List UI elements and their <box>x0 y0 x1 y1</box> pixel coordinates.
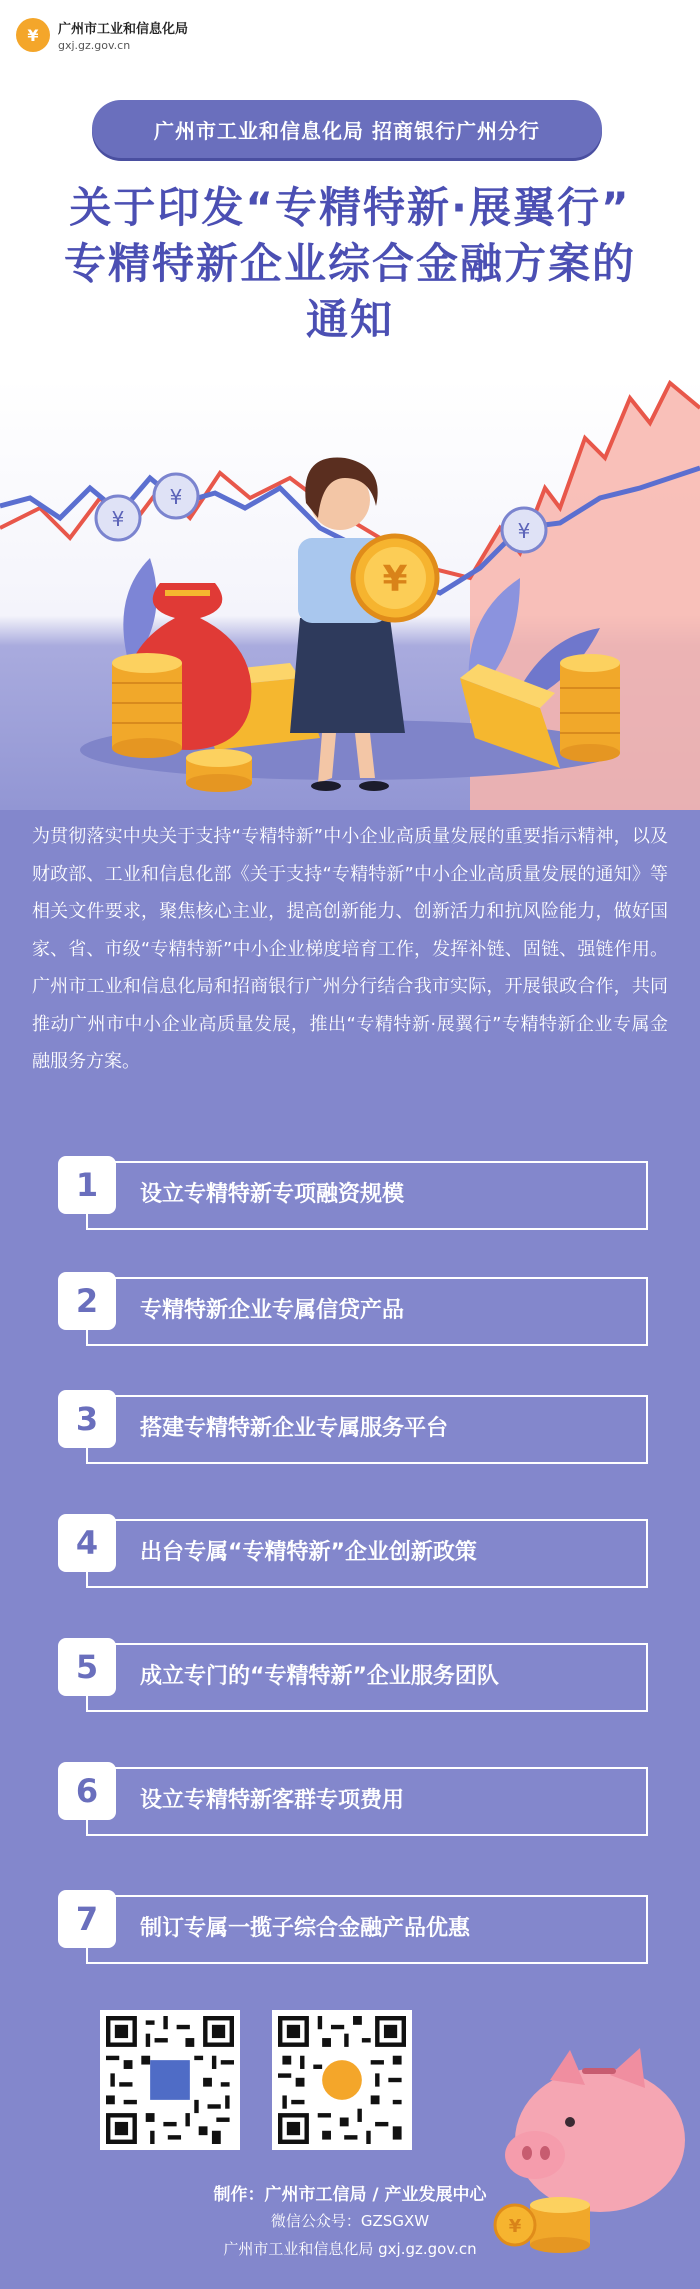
item-number: 3 <box>58 1390 116 1448</box>
org-url: gxj.gz.gov.cn <box>58 39 131 52</box>
item-number: 6 <box>58 1762 116 1820</box>
wechat-account: 微信公众号：GZSGXW <box>270 2212 430 2230</box>
list-item <box>58 1514 648 1588</box>
list-item <box>58 1156 648 1230</box>
svg-text:¥: ¥ <box>169 485 183 509</box>
hero-illustration <box>0 378 700 810</box>
item-number: 5 <box>58 1638 116 1696</box>
list-item <box>58 1638 648 1712</box>
item-text: 成立专门的“专精特新”企业服务团队 <box>140 1664 499 1689</box>
item-number: 2 <box>58 1272 116 1330</box>
qr-code-site[interactable] <box>272 2010 412 2150</box>
coin-stack <box>560 654 620 762</box>
yuan-pin-icon <box>502 508 546 552</box>
item-number: 7 <box>58 1890 116 1948</box>
item-number: 1 <box>58 1156 116 1214</box>
qr-icon <box>106 2016 234 2144</box>
producer-credit: 制作：广州市工信局 / 产业发展中心 <box>213 2185 487 2205</box>
yuan-pin-icon <box>154 474 198 518</box>
title-line-1: 关于印发“专精特新·展翼行” <box>69 183 631 232</box>
coin-stack <box>186 749 252 792</box>
qr-code-wechat[interactable] <box>100 2010 240 2150</box>
svg-text:¥: ¥ <box>382 559 408 600</box>
intro-paragraph: 为贯彻落实中央关于支持“专精特新”中小企业高质量发展的重要指示精神，以及财政部、工业和信息化部《关于支持“专精特新”中小企业高质量发展的通知》等相关文件要求，聚焦核心主业，提高创新能力、创新活力和抗风险能力，做好国家、省、市级“专精特新”中小企业梯度培育工作，发挥补链、固链、强链作用。广州市工业和信息化局和招商银行广州分行结合我市实际，开展银政合作，共同推动广州市中小企业高质量发展，推出“专精特新·展翼行”专精特新企业专属金融服务方案。 <box>32 826 668 1072</box>
coin-stack <box>112 653 182 758</box>
site-credit[interactable]: 广州市工业和信息化局 gxj.gz.gov.cn <box>223 2240 477 2258</box>
list-item <box>58 1272 648 1346</box>
title-line-3: 通知 <box>305 295 394 344</box>
svg-text:¥: ¥ <box>508 2216 522 2237</box>
header-section <box>0 0 700 378</box>
title-line-2: 专精特新企业综合金融方案的 <box>63 239 636 288</box>
item-text: 出台专属“专精特新”企业创新政策 <box>140 1540 477 1565</box>
item-text: 设立专精特新客群专项费用 <box>140 1788 405 1813</box>
item-text: 专精特新企业专属信贷产品 <box>140 1298 405 1323</box>
item-text: 设立专精特新专项融资规模 <box>140 1182 405 1207</box>
issuers-banner: 广州市工业和信息化局 招商银行广州分行 <box>92 100 602 158</box>
svg-text:¥: ¥ <box>517 519 531 543</box>
yuan-pin-icon <box>96 496 140 540</box>
emblem-icon: ¥ <box>16 18 50 52</box>
yuan-coin <box>353 536 437 620</box>
item-text: 搭建专精特新企业专属服务平台 <box>140 1416 449 1441</box>
item-text: 制订专属一揽子综合金融产品优惠 <box>140 1916 471 1941</box>
finance-illustration <box>0 378 700 810</box>
org-name: 广州市工业和信息化局 <box>58 22 189 37</box>
list-item <box>58 1762 648 1836</box>
svg-text:¥: ¥ <box>111 507 125 531</box>
qr-icon <box>278 2016 406 2144</box>
page-title <box>0 180 700 348</box>
item-number: 4 <box>58 1514 116 1572</box>
list-item <box>58 1390 648 1464</box>
list-item <box>58 1890 648 1964</box>
site-logo[interactable] <box>16 18 188 52</box>
